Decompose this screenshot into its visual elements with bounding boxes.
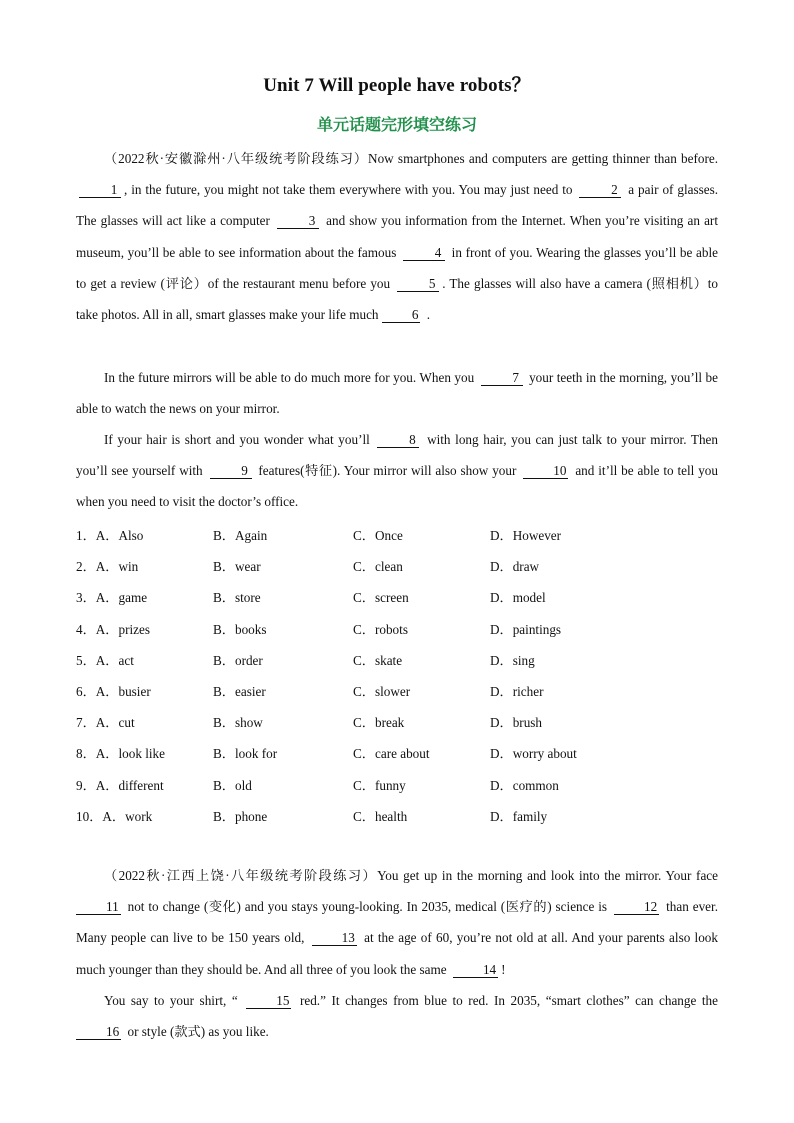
option-a: 2．A．win	[76, 559, 139, 575]
passage1-paragraph2	[76, 362, 718, 424]
text: in front of you. Wearing the glasses you’ll be able to get a review (评论）of the restaurant menu before you	[76, 244, 718, 291]
text: or style (款式) as you like.	[124, 1024, 269, 1040]
option-c: C．break	[353, 715, 405, 731]
option-d: D．family	[490, 808, 548, 824]
option-row	[76, 614, 718, 645]
option-b: B．phone	[213, 808, 268, 824]
page-title: Unit 7 Will people have robots？	[263, 75, 531, 96]
option-d: D．paintings	[490, 621, 562, 637]
text: your teeth in the morning, you’ll be able to watch the news on your mirror.	[76, 370, 718, 417]
text: red.” It changes from blue to red. In 2035, “smart clothes” can change the	[294, 993, 718, 1008]
blank-11: 11	[76, 900, 121, 915]
option-b: B．store	[213, 590, 261, 606]
passage1-paragraph1	[76, 143, 718, 330]
blank-14: 14	[453, 963, 498, 978]
option-c: C．clean	[353, 559, 403, 575]
option-b: B．easier	[213, 683, 266, 699]
text: .	[423, 307, 431, 323]
text: . The glasses will also have a camera (照相机）to take photos. All in all, smart glasses make your life much	[76, 275, 718, 323]
option-b: B．look for	[213, 746, 278, 762]
option-a: 9．A．different	[76, 777, 164, 793]
blank-7: 7	[481, 371, 523, 386]
blank-9: 9	[210, 464, 252, 479]
option-b: B．wear	[213, 559, 261, 575]
option-a: 5．A．act	[76, 652, 134, 668]
text: than ever. Many people can live to be 150 years old,	[76, 899, 718, 946]
option-b: B．books	[213, 621, 267, 637]
option-c: C．care about	[353, 746, 430, 762]
option-a: 1．A．Also	[76, 528, 144, 543]
blank-8: 8	[377, 433, 419, 448]
option-row	[76, 520, 718, 551]
page-subtitle: 单元话题完形填空练习	[316, 115, 477, 134]
option-row	[76, 738, 718, 769]
option-d: D．worry about	[490, 746, 577, 762]
option-b: B．old	[213, 777, 252, 793]
text: features(特征). Your mirror will also show your	[254, 463, 521, 479]
option-c: C．screen	[353, 590, 409, 606]
option-row	[76, 582, 718, 613]
option-c: C．slower	[353, 683, 411, 699]
option-c: C．funny	[353, 777, 406, 793]
text: （2022秋·安徽滁州·八年级统考阶段练习）Now smartphones and computers are getting thinner than before.	[104, 151, 718, 166]
passage2-paragraph1	[76, 860, 718, 985]
text: a pair of glasses. The glasses will act like a computer	[76, 182, 719, 229]
option-row	[76, 801, 718, 832]
blank-1: 1	[79, 183, 121, 198]
text: at the age of 60, you’re not old at all. And your parents also look much younger than they should be. And all three of you look the same	[76, 930, 718, 977]
blank-2: 2	[579, 183, 621, 198]
option-b: B．show	[213, 715, 263, 731]
passage1-paragraph3	[76, 424, 718, 518]
blank-5: 5	[397, 277, 439, 292]
option-a: 3．A．game	[76, 590, 148, 606]
option-row	[76, 551, 718, 582]
option-a: 7．A．cut	[76, 715, 135, 731]
option-a: 6．A．busier	[76, 683, 151, 699]
text: In the future mirrors will be able to do much more for you. When you	[104, 370, 478, 385]
blank-12: 12	[614, 900, 659, 915]
text: not to change (变化) and you stays young-looking. In 2035, medical (医疗的) science is	[123, 899, 611, 915]
text: and show you information from the Internet. When you’re visiting an art museum, you’ll be able to see information about the famous	[76, 213, 718, 260]
blank-13: 13	[312, 931, 357, 946]
option-d: D．model	[490, 590, 546, 606]
option-c: C．health	[353, 808, 408, 824]
option-c: C．skate	[353, 652, 403, 668]
option-c: C．robots	[353, 621, 408, 637]
option-a: 4．A．prizes	[76, 621, 150, 637]
text: You say to your shirt, “	[104, 993, 244, 1008]
text: , in the future, you might not take them everywhere with you. You may just need to	[124, 182, 577, 198]
blank-10: 10	[523, 464, 568, 479]
blank-4: 4	[403, 246, 445, 261]
option-row	[76, 707, 718, 738]
text: （2022秋·江西上饶·八年级统考阶段练习）You get up in the morning and look into the mirror. Your face	[104, 868, 718, 883]
text: with long hair, you can just talk to your mirror. Then you’ll see yourself with	[76, 432, 719, 479]
option-row	[76, 645, 718, 676]
option-a: 8．A．look like	[76, 746, 166, 762]
option-c: C．Once	[353, 528, 403, 543]
option-row	[76, 770, 718, 801]
option-b: B．order	[213, 652, 263, 668]
option-d: D．common	[490, 777, 559, 793]
answer-options	[76, 520, 718, 832]
blank-15: 15	[246, 994, 291, 1009]
option-d: D．However	[490, 528, 562, 543]
option-d: D．sing	[490, 652, 535, 668]
option-d: D．draw	[490, 559, 540, 575]
blank-6: 6	[382, 308, 421, 323]
text: If your hair is short and you wonder what you’ll	[104, 432, 375, 447]
option-a: 10．A．work	[76, 808, 153, 824]
blank-3: 3	[277, 214, 319, 229]
blank-16: 16	[76, 1025, 121, 1040]
text: and it’ll be able to tell you when you need to visit the doctor’s office.	[76, 463, 718, 510]
option-d: D．brush	[490, 715, 543, 731]
option-b: B．Again	[213, 528, 268, 543]
option-d: D．richer	[490, 683, 544, 699]
text: !	[501, 961, 506, 977]
option-row	[76, 676, 718, 707]
passage2-paragraph2	[76, 985, 718, 1047]
